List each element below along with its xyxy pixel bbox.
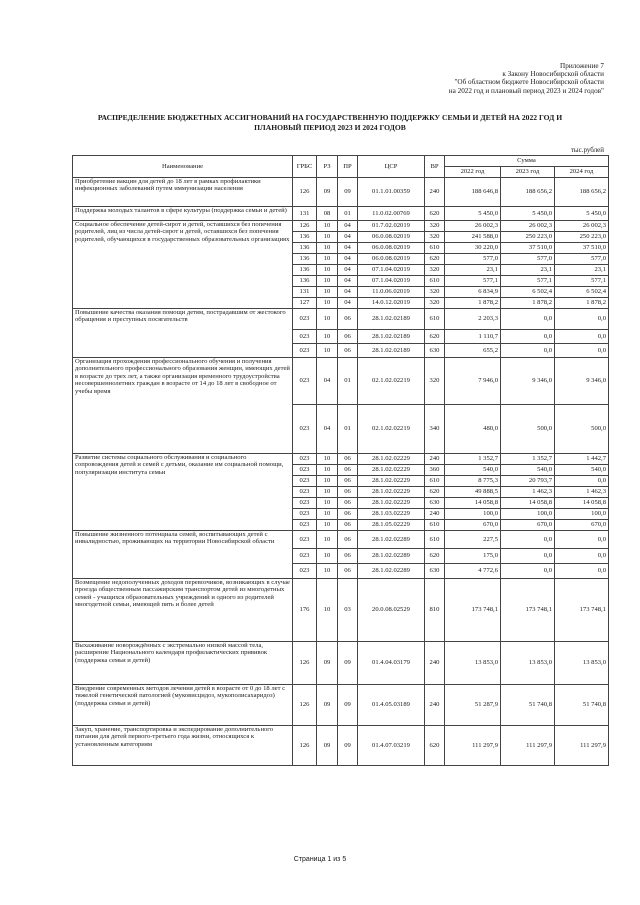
cell-rz: 09 xyxy=(317,178,338,207)
cell-csr: 28.1.02.02229 xyxy=(358,487,425,498)
cell-pr: 06 xyxy=(338,498,358,509)
cell-y2024: 51 740,8 xyxy=(555,685,609,726)
cell-y2023: 6 502,4 xyxy=(501,287,555,298)
units-label: тыс.рублей xyxy=(570,146,604,154)
cell-pr: 09 xyxy=(338,178,358,207)
cell-csr: 01.4.07.03219 xyxy=(358,726,425,766)
cell-pr: 04 xyxy=(338,276,358,287)
table-row xyxy=(73,221,609,232)
cell-grbs: 023 xyxy=(293,405,317,454)
cell-vr: 620 xyxy=(425,726,445,766)
cell-vr: 610 xyxy=(425,476,445,487)
cell-vr: 240 xyxy=(425,642,445,685)
cell-pr: 01 xyxy=(338,207,358,221)
cell-y2024: 1 878,2 xyxy=(555,298,609,309)
cell-vr: 610 xyxy=(425,276,445,287)
cell-pr: 04 xyxy=(338,265,358,276)
cell-y2023: 173 748,1 xyxy=(501,579,555,642)
cell-rz: 10 xyxy=(317,509,338,520)
cell-vr: 610 xyxy=(425,309,445,330)
appendix-line: Приложение 7 xyxy=(560,62,604,70)
cell-csr: 01.1.01.00359 xyxy=(358,178,425,207)
cell-grbs: 131 xyxy=(293,207,317,221)
cell-vr: 610 xyxy=(425,243,445,254)
cell-y2023: 1 878,2 xyxy=(501,298,555,309)
cell-vr: 620 xyxy=(425,254,445,265)
cell-y2022: 30 220,0 xyxy=(445,243,501,254)
cell-y2023: 500,0 xyxy=(501,405,555,454)
cell-csr: 28.1.02.02289 xyxy=(358,564,425,579)
cell-y2024: 26 002,3 xyxy=(555,221,609,232)
table-row xyxy=(73,309,609,330)
col-header-2023: 2023 год xyxy=(501,167,555,178)
cell-rz: 10 xyxy=(317,531,338,549)
col-header-pr: ПР xyxy=(338,156,358,178)
cell-vr: 810 xyxy=(425,579,445,642)
cell-csr: 28.1.02.02229 xyxy=(358,498,425,509)
cell-y2024: 250 223,0 xyxy=(555,232,609,243)
cell-y2022: 1 352,7 xyxy=(445,454,501,465)
cell-y2022: 111 297,9 xyxy=(445,726,501,766)
cell-rz: 10 xyxy=(317,265,338,276)
cell-grbs: 136 xyxy=(293,254,317,265)
cell-y2023: 26 002,3 xyxy=(501,221,555,232)
title-line: ПЛАНОВЫЙ ПЕРИОД 2023 И 2024 ГОДОВ xyxy=(254,122,406,132)
cell-y2024: 111 297,9 xyxy=(555,726,609,766)
cell-y2024: 0,0 xyxy=(555,330,609,344)
cell-grbs: 023 xyxy=(293,509,317,520)
cell-vr: 630 xyxy=(425,344,445,358)
cell-vr: 360 xyxy=(425,465,445,476)
cell-y2022: 23,1 xyxy=(445,265,501,276)
cell-pr: 03 xyxy=(338,579,358,642)
cell-y2022: 13 853,0 xyxy=(445,642,501,685)
cell-pr: 09 xyxy=(338,726,358,766)
cell-pr: 04 xyxy=(338,243,358,254)
cell-y2024: 0,0 xyxy=(555,309,609,330)
cell-y2022: 1 110,7 xyxy=(445,330,501,344)
cell-y2023: 188 656,2 xyxy=(501,178,555,207)
cell-y2024: 14 058,8 xyxy=(555,498,609,509)
cell-y2023: 37 510,0 xyxy=(501,243,555,254)
appendix-line: на 2022 год и плановый период 2023 и 2024 годов" xyxy=(448,86,604,95)
cell-grbs: 023 xyxy=(293,531,317,549)
row-name: Приобретение вакцин для детей до 18 лет в рамках профилактики инфекционных заболеваний путем иммунизации населения xyxy=(73,178,293,207)
cell-csr: 06.0.08.02019 xyxy=(358,254,425,265)
cell-y2022: 227,5 xyxy=(445,531,501,549)
row-name: Внедрение современных методов лечения детей в возрасте от 0 до 18 лет с тяжелой генетической патологией (муковисцидоз, мукополисахаридоз) (поддержка семьи и детей) xyxy=(73,685,293,726)
cell-pr: 06 xyxy=(338,549,358,564)
cell-y2023: 20 793,7 xyxy=(501,476,555,487)
cell-csr: 02.1.02.02219 xyxy=(358,405,425,454)
cell-rz: 04 xyxy=(317,405,338,454)
cell-rz: 10 xyxy=(317,287,338,298)
cell-y2024: 6 502,4 xyxy=(555,287,609,298)
cell-vr: 610 xyxy=(425,520,445,531)
cell-grbs: 136 xyxy=(293,276,317,287)
cell-y2023: 23,1 xyxy=(501,265,555,276)
cell-y2023: 0,0 xyxy=(501,344,555,358)
cell-y2024: 13 853,0 xyxy=(555,642,609,685)
cell-y2022: 100,0 xyxy=(445,509,501,520)
cell-vr: 620 xyxy=(425,487,445,498)
cell-pr: 01 xyxy=(338,405,358,454)
cell-y2023: 111 297,9 xyxy=(501,726,555,766)
cell-y2024: 37 510,0 xyxy=(555,243,609,254)
cell-rz: 10 xyxy=(317,298,338,309)
col-header-rz: РЗ xyxy=(317,156,338,178)
cell-y2024: 500,0 xyxy=(555,405,609,454)
cell-y2023: 540,0 xyxy=(501,465,555,476)
cell-y2024: 670,0 xyxy=(555,520,609,531)
table-row xyxy=(73,685,609,726)
title-line: РАСПРЕДЕЛЕНИЕ БЮДЖЕТНЫХ АССИГНОВАНИЙ НА ГОСУДАРСТВЕННУЮ ПОДДЕРЖКУ СЕМЬИ И ДЕТЕЙ НА 2022 ГОД И xyxy=(97,113,563,122)
cell-vr: 320 xyxy=(425,265,445,276)
cell-pr: 06 xyxy=(338,509,358,520)
col-header-grbs: ГРБС xyxy=(293,156,317,178)
cell-y2023: 0,0 xyxy=(501,531,555,549)
cell-y2024: 577,0 xyxy=(555,254,609,265)
cell-csr: 11.0.06.02019 xyxy=(358,287,425,298)
cell-vr: 320 xyxy=(425,221,445,232)
cell-csr: 28.1.02.02229 xyxy=(358,476,425,487)
cell-grbs: 127 xyxy=(293,298,317,309)
cell-grbs: 023 xyxy=(293,498,317,509)
cell-y2022: 6 834,9 xyxy=(445,287,501,298)
cell-y2024: 540,0 xyxy=(555,465,609,476)
row-name: Выхаживание новорождённых с экстремально низкой массой тела, расширение Национального календаря профилактических прививок (поддержка семьи и детей) xyxy=(73,642,293,685)
cell-y2024: 0,0 xyxy=(555,344,609,358)
cell-vr: 320 xyxy=(425,232,445,243)
cell-pr: 06 xyxy=(338,344,358,358)
cell-pr: 06 xyxy=(338,531,358,549)
cell-y2024: 577,1 xyxy=(555,276,609,287)
cell-grbs: 023 xyxy=(293,487,317,498)
cell-grbs: 126 xyxy=(293,685,317,726)
cell-pr: 09 xyxy=(338,685,358,726)
cell-grbs: 023 xyxy=(293,358,317,405)
cell-y2024: 9 346,0 xyxy=(555,358,609,405)
cell-y2024: 100,0 xyxy=(555,509,609,520)
cell-grbs: 023 xyxy=(293,454,317,465)
appendix-line: к Закону Новосибирской области xyxy=(502,70,604,79)
cell-vr: 320 xyxy=(425,298,445,309)
cell-csr: 01.7.02.02019 xyxy=(358,221,425,232)
cell-y2023: 1 462,3 xyxy=(501,487,555,498)
cell-csr: 28.1.02.02189 xyxy=(358,344,425,358)
cell-y2022: 188 646,8 xyxy=(445,178,501,207)
cell-grbs: 136 xyxy=(293,265,317,276)
cell-csr: 06.0.08.02019 xyxy=(358,243,425,254)
table-row xyxy=(73,579,609,642)
cell-rz: 04 xyxy=(317,358,338,405)
cell-pr: 01 xyxy=(338,358,358,405)
cell-vr: 610 xyxy=(425,531,445,549)
cell-y2024: 1 442,7 xyxy=(555,454,609,465)
row-name: Закуп, хранение, транспортировка и экспедирование дополнительного питания для детей первого-третьего года жизни, относящихся к установленным категориям xyxy=(73,726,293,766)
cell-csr: 11.0.02.00769 xyxy=(358,207,425,221)
cell-y2022: 8 775,3 xyxy=(445,476,501,487)
cell-csr: 02.1.02.02219 xyxy=(358,358,425,405)
col-header-csr: ЦСР xyxy=(358,156,425,178)
cell-rz: 10 xyxy=(317,487,338,498)
cell-y2024: 0,0 xyxy=(555,531,609,549)
appendix-line: "Об областном бюджете Новосибирской области xyxy=(454,78,604,87)
cell-pr: 06 xyxy=(338,520,358,531)
row-name: Повышение жизненного потенциала семей, воспитывающих детей с инвалидностью, проживающих на территории Новосибирской области xyxy=(73,531,293,579)
col-header-2024: 2024 год xyxy=(555,167,609,178)
row-name: Развитие системы социального обслуживания и социального сопровождения детей и семей с детьми, оказание им социальной помощи, популяризация института семьи xyxy=(73,454,293,531)
cell-pr: 06 xyxy=(338,465,358,476)
cell-rz: 09 xyxy=(317,642,338,685)
cell-pr: 06 xyxy=(338,564,358,579)
row-name: Возмещение недополученных доходов перевозчиков, возникающих в случае проезда общественным пассажирским транспортом детей из многодетных семей - учащихся образовательных учреждений и одного из родителей многодетной семьи, имеющей пять и более детей xyxy=(73,579,293,642)
cell-y2022: 241 588,0 xyxy=(445,232,501,243)
cell-rz: 09 xyxy=(317,726,338,766)
cell-csr: 01.4.04.03179 xyxy=(358,642,425,685)
cell-y2023: 670,0 xyxy=(501,520,555,531)
cell-y2023: 1 352,7 xyxy=(501,454,555,465)
cell-vr: 620 xyxy=(425,330,445,344)
col-header-sum: Сумма xyxy=(445,156,609,167)
cell-csr: 20.0.08.02529 xyxy=(358,579,425,642)
cell-y2024: 188 656,2 xyxy=(555,178,609,207)
cell-vr: 340 xyxy=(425,405,445,454)
cell-pr: 06 xyxy=(338,330,358,344)
col-header-2022: 2022 год xyxy=(445,167,501,178)
cell-y2022: 4 772,6 xyxy=(445,564,501,579)
cell-csr: 28.1.02.02229 xyxy=(358,465,425,476)
cell-y2023: 51 740,8 xyxy=(501,685,555,726)
cell-vr: 620 xyxy=(425,207,445,221)
cell-y2022: 1 878,2 xyxy=(445,298,501,309)
cell-rz: 10 xyxy=(317,549,338,564)
cell-vr: 320 xyxy=(425,287,445,298)
page-number: Страница 1 из 5 xyxy=(293,856,347,863)
cell-pr: 06 xyxy=(338,309,358,330)
cell-rz: 10 xyxy=(317,579,338,642)
cell-pr: 04 xyxy=(338,221,358,232)
cell-y2022: 175,0 xyxy=(445,549,501,564)
table-row xyxy=(73,726,609,766)
cell-y2022: 49 888,5 xyxy=(445,487,501,498)
cell-csr: 28.1.03.02229 xyxy=(358,509,425,520)
cell-grbs: 126 xyxy=(293,178,317,207)
cell-y2023: 5 450,0 xyxy=(501,207,555,221)
row-name: Поддержка молодых талантов в сфере культуры (поддержка семьи и детей) xyxy=(73,207,293,221)
cell-y2023: 577,0 xyxy=(501,254,555,265)
cell-csr: 28.1.02.02289 xyxy=(358,549,425,564)
cell-y2022: 14 058,8 xyxy=(445,498,501,509)
cell-rz: 10 xyxy=(317,221,338,232)
cell-y2024: 173 748,1 xyxy=(555,579,609,642)
cell-rz: 10 xyxy=(317,564,338,579)
cell-vr: 240 xyxy=(425,509,445,520)
cell-y2022: 2 203,3 xyxy=(445,309,501,330)
cell-grbs: 023 xyxy=(293,476,317,487)
cell-y2024: 1 462,3 xyxy=(555,487,609,498)
cell-vr: 240 xyxy=(425,178,445,207)
cell-csr: 28.1.02.02289 xyxy=(358,531,425,549)
cell-rz: 10 xyxy=(317,276,338,287)
cell-rz: 10 xyxy=(317,344,338,358)
cell-y2022: 173 748,1 xyxy=(445,579,501,642)
cell-csr: 07.1.04.02019 xyxy=(358,276,425,287)
cell-y2022: 5 450,0 xyxy=(445,207,501,221)
cell-csr: 28.1.05.02229 xyxy=(358,520,425,531)
cell-grbs: 131 xyxy=(293,287,317,298)
cell-y2024: 0,0 xyxy=(555,564,609,579)
cell-y2022: 577,0 xyxy=(445,254,501,265)
cell-rz: 10 xyxy=(317,520,338,531)
budget-table xyxy=(72,155,609,766)
cell-rz: 10 xyxy=(317,254,338,265)
cell-y2023: 9 346,0 xyxy=(501,358,555,405)
cell-rz: 10 xyxy=(317,476,338,487)
cell-grbs: 126 xyxy=(293,221,317,232)
cell-pr: 04 xyxy=(338,254,358,265)
cell-grbs: 176 xyxy=(293,579,317,642)
cell-csr: 01.4.05.03189 xyxy=(358,685,425,726)
cell-csr: 28.1.02.02229 xyxy=(358,454,425,465)
table-body xyxy=(73,178,609,766)
table-row xyxy=(73,358,609,405)
cell-y2022: 480,0 xyxy=(445,405,501,454)
cell-y2024: 5 450,0 xyxy=(555,207,609,221)
cell-y2022: 577,1 xyxy=(445,276,501,287)
cell-vr: 240 xyxy=(425,685,445,726)
cell-rz: 08 xyxy=(317,207,338,221)
cell-pr: 06 xyxy=(338,454,358,465)
cell-y2024: 0,0 xyxy=(555,549,609,564)
cell-grbs: 023 xyxy=(293,309,317,330)
cell-pr: 06 xyxy=(338,487,358,498)
cell-y2023: 577,1 xyxy=(501,276,555,287)
cell-grbs: 023 xyxy=(293,564,317,579)
cell-csr: 28.1.02.02189 xyxy=(358,309,425,330)
table-row xyxy=(73,178,609,207)
cell-csr: 06.0.08.02019 xyxy=(358,232,425,243)
document-title xyxy=(60,113,600,132)
cell-y2023: 100,0 xyxy=(501,509,555,520)
appendix-note xyxy=(374,62,604,95)
cell-pr: 09 xyxy=(338,642,358,685)
row-name: Повышение качества оказания помощи детям, пострадавшим от жестокого обращения и преступных посягательств xyxy=(73,309,293,358)
col-header-vr: ВР xyxy=(425,156,445,178)
cell-vr: 320 xyxy=(425,358,445,405)
cell-pr: 04 xyxy=(338,232,358,243)
cell-grbs: 136 xyxy=(293,232,317,243)
cell-vr: 620 xyxy=(425,549,445,564)
cell-grbs: 136 xyxy=(293,243,317,254)
cell-y2022: 655,2 xyxy=(445,344,501,358)
table-row xyxy=(73,454,609,465)
cell-rz: 10 xyxy=(317,243,338,254)
cell-grbs: 023 xyxy=(293,465,317,476)
cell-csr: 28.1.02.02189 xyxy=(358,330,425,344)
cell-csr: 07.1.04.02019 xyxy=(358,265,425,276)
cell-csr: 14.0.12.02019 xyxy=(358,298,425,309)
cell-grbs: 023 xyxy=(293,344,317,358)
cell-rz: 10 xyxy=(317,454,338,465)
cell-y2023: 0,0 xyxy=(501,330,555,344)
cell-grbs: 023 xyxy=(293,330,317,344)
cell-vr: 630 xyxy=(425,564,445,579)
cell-y2022: 540,0 xyxy=(445,465,501,476)
cell-pr: 04 xyxy=(338,298,358,309)
table-row xyxy=(73,207,609,221)
table-row xyxy=(73,642,609,685)
row-name: Организация прохождения профессионального обучения и получения дополнительного профессионального образования женщин, имеющих детей в возрасте до трех лет, а также организация временного трудоустройства несовершеннолетних граждан в возрасте от 14 до 18 лет в свободное от учебы время xyxy=(73,358,293,454)
cell-pr: 06 xyxy=(338,476,358,487)
cell-grbs: 126 xyxy=(293,642,317,685)
cell-y2023: 0,0 xyxy=(501,564,555,579)
cell-grbs: 023 xyxy=(293,520,317,531)
cell-y2023: 0,0 xyxy=(501,309,555,330)
cell-y2023: 0,0 xyxy=(501,549,555,564)
cell-y2022: 670,0 xyxy=(445,520,501,531)
cell-y2024: 23,1 xyxy=(555,265,609,276)
cell-y2023: 250 223,0 xyxy=(501,232,555,243)
cell-rz: 10 xyxy=(317,330,338,344)
cell-vr: 240 xyxy=(425,454,445,465)
cell-vr: 630 xyxy=(425,498,445,509)
cell-pr: 04 xyxy=(338,287,358,298)
cell-y2022: 26 002,3 xyxy=(445,221,501,232)
cell-y2024: 0,0 xyxy=(555,476,609,487)
cell-rz: 10 xyxy=(317,232,338,243)
cell-grbs: 023 xyxy=(293,549,317,564)
cell-grbs: 126 xyxy=(293,726,317,766)
cell-rz: 10 xyxy=(317,465,338,476)
cell-rz: 10 xyxy=(317,498,338,509)
cell-rz: 09 xyxy=(317,685,338,726)
cell-y2023: 13 853,0 xyxy=(501,642,555,685)
cell-y2022: 7 946,0 xyxy=(445,358,501,405)
cell-y2022: 51 287,9 xyxy=(445,685,501,726)
col-header-name: Наименование xyxy=(73,156,293,178)
table-row xyxy=(73,531,609,549)
cell-rz: 10 xyxy=(317,309,338,330)
cell-y2023: 14 058,8 xyxy=(501,498,555,509)
row-name: Социальное обеспечение детей-сирот и детей, оставшихся без попечения родителей, лиц из числа детей-сирот и детей, оставшихся без попечения родителей, обучающихся в государственных образовательных организациях xyxy=(73,221,293,309)
